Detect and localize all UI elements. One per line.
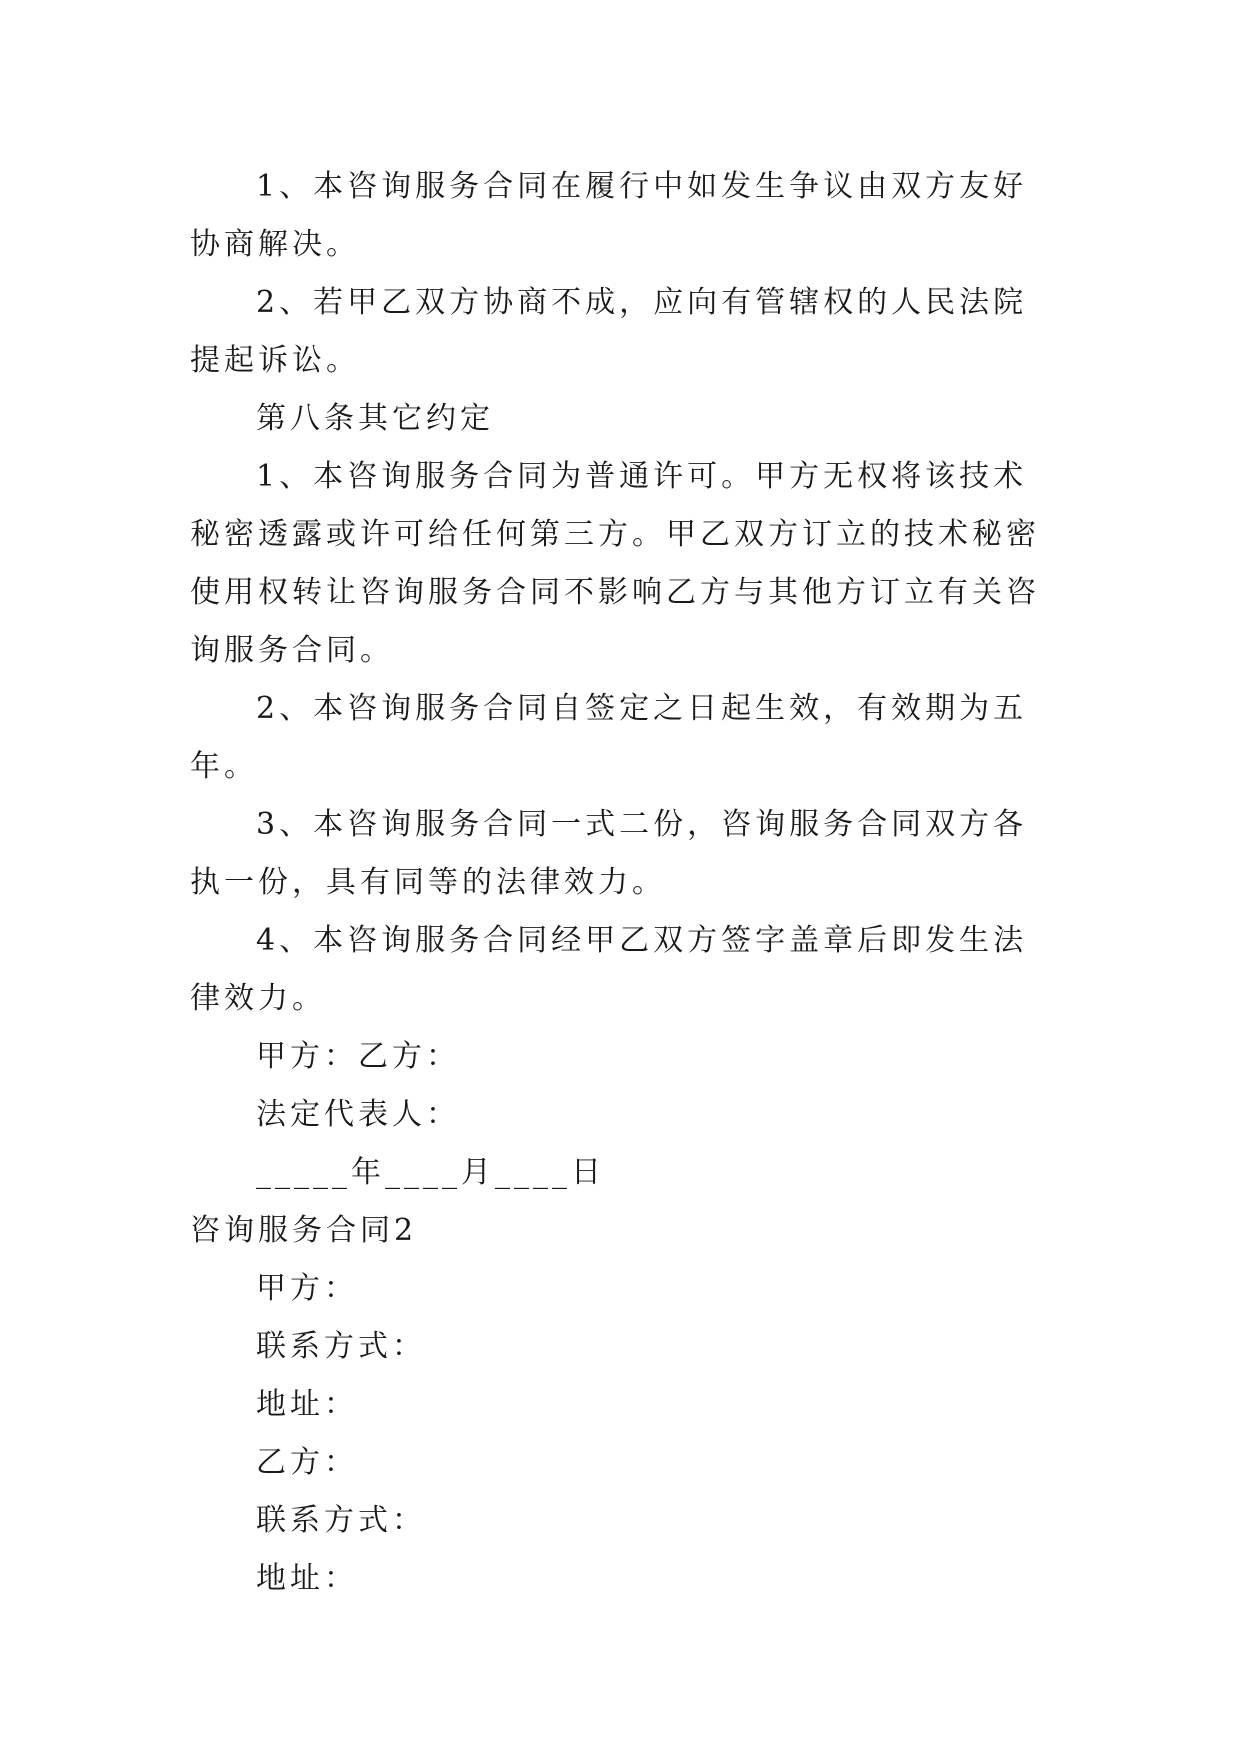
clause-dispute-negotiation: 1、本咨询服务合同在履行中如发生争议由双方友好协商解决。 <box>190 169 1028 262</box>
signature-date: _____年____月____日 <box>256 1155 605 1190</box>
party-a-address-label: 地址： <box>256 1387 358 1422</box>
party-a-label: 甲方： <box>256 1271 358 1306</box>
document-body <box>190 158 1050 1608</box>
clause-copies: 3、本咨询服务合同一式二份，咨询服务合同双方各执一份，具有同等的法律效力。 <box>190 807 1028 900</box>
party-b-label: 乙方： <box>256 1445 358 1480</box>
clause-dispute-litigation: 2、若甲乙双方协商不成，应向有管辖权的人民法院提起诉讼。 <box>190 285 1028 378</box>
party-b-contact-label: 联系方式： <box>256 1503 426 1538</box>
article-eight-heading: 第八条其它约定 <box>256 401 494 436</box>
party-b-address-label: 地址： <box>256 1561 358 1596</box>
signature-parties: 甲方：乙方： <box>256 1039 460 1074</box>
clause-license-type: 1、本咨询服务合同为普通许可。甲方无权将该技术秘密透露或许可给任何第三方。甲乙双方订立的技术秘密使用权转让咨询服务合同不影响乙方与其他方订立有关咨询服务合同。 <box>190 459 1040 668</box>
signature-legal-representative: 法定代表人： <box>256 1097 460 1132</box>
clause-effective-period: 2、本咨询服务合同自签定之日起生效，有效期为五年。 <box>190 691 1028 784</box>
party-a-contact-label: 联系方式： <box>256 1329 426 1364</box>
clause-legal-effect: 4、本咨询服务合同经甲乙双方签字盖章后即发生法律效力。 <box>190 923 1028 1016</box>
contract-two-title: 咨询服务合同2 <box>190 1213 418 1248</box>
